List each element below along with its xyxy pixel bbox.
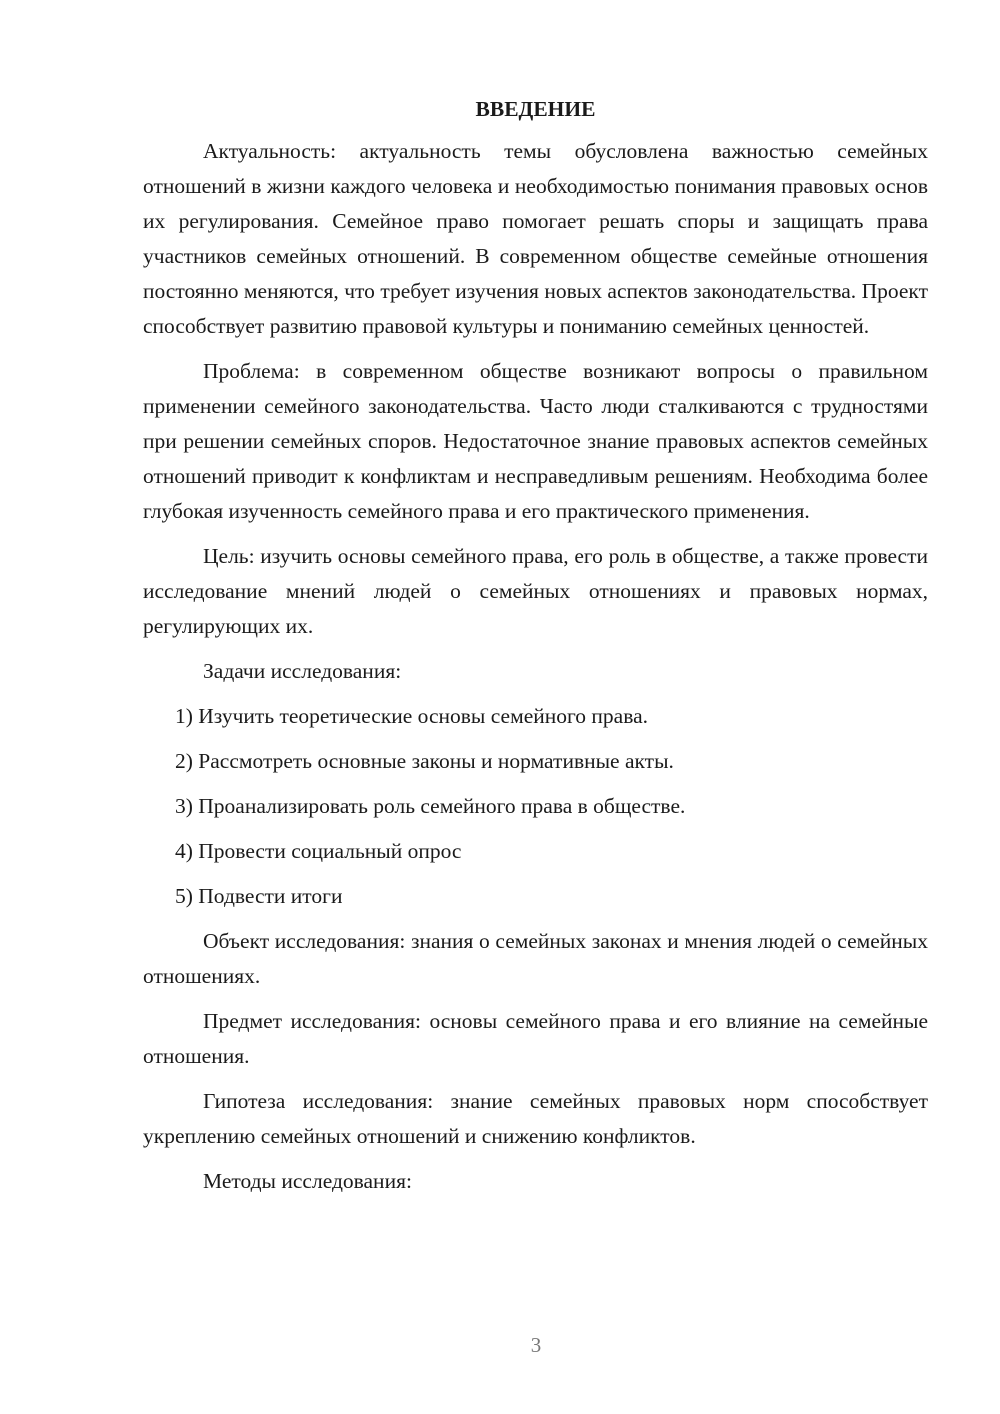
task-item: 2) Рассмотреть основные законы и нормативные акты. bbox=[175, 749, 674, 773]
paragraph-object: Объект исследования: знания о семейных законах и мнения людей о семейных отношениях. bbox=[143, 929, 928, 988]
tasks-heading: Задачи исследования: bbox=[203, 659, 402, 683]
paragraph-relevance: Актуальность: актуальность темы обусловлена важностью семейных отношений в жизни каждого человека и необходимостью понимания правовых основ их регулирования. Семейное право помогает решать споры и защищать права участников семейных отношений. В современном обществе семейные отношения постоянно меняются, что требует изучения новых аспектов законодательства. Проект способствует развитию правовой культуры и пониманию семейных ценностей. bbox=[143, 139, 928, 338]
paragraph-problem: Проблема: в современном обществе возникают вопросы о правильном применении семейного законодательства. Часто люди сталкиваются с трудностями при решении семейных споров. Недостаточное знание правовых аспектов семейных отношений приводит к конфликтам и несправедливым решениям. Необходима более глубокая изученность семейного права и его практического применения. bbox=[143, 359, 928, 523]
methods-heading: Методы исследования: bbox=[203, 1169, 412, 1193]
paragraph-hypothesis: Гипотеза исследования: знание семейных правовых норм способствует укреплению семейных отношений и снижению конфликтов. bbox=[143, 1089, 928, 1148]
paragraph-goal: Цель: изучить основы семейного права, его роль в обществе, а также провести исследование мнений людей о семейных отношениях и правовых нормах, регулирующих их. bbox=[143, 544, 928, 638]
tasks-list bbox=[143, 699, 928, 914]
task-item: 3) Проанализировать роль семейного права в обществе. bbox=[175, 794, 686, 818]
document-page bbox=[143, 92, 928, 1209]
task-item: 4) Провести социальный опрос bbox=[175, 839, 462, 863]
paragraph-subject: Предмет исследования: основы семейного права и его влияние на семейные отношения. bbox=[143, 1009, 928, 1068]
page-number: 3 bbox=[530, 1333, 542, 1357]
task-item: 5) Подвести итоги bbox=[175, 884, 343, 908]
document-title: ВВЕДЕНИЕ bbox=[475, 97, 596, 121]
task-item: 1) Изучить теоретические основы семейного права. bbox=[175, 704, 648, 728]
